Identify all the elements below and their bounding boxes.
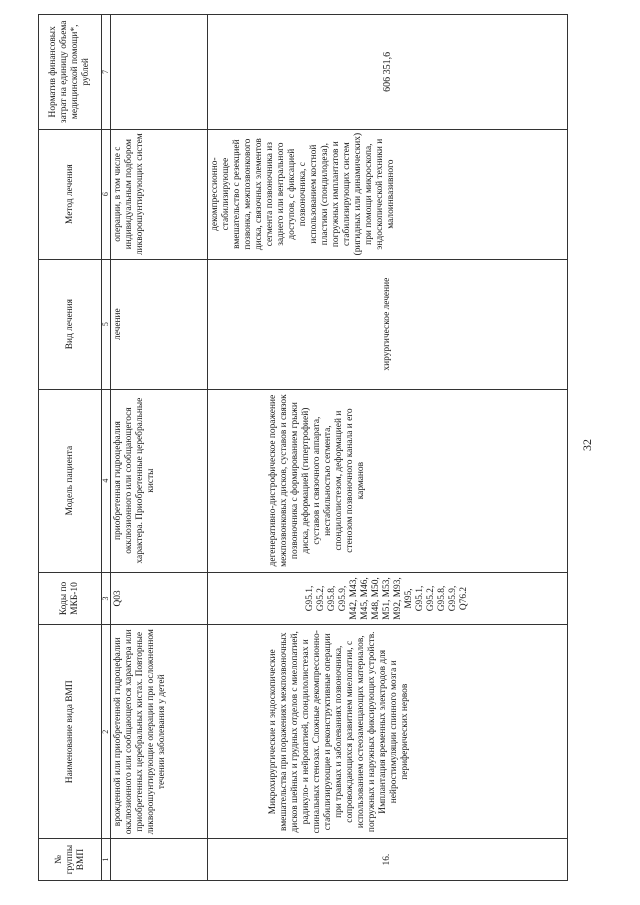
cell-cost-norm <box>111 15 208 130</box>
page-number: 32 <box>580 439 594 451</box>
column-number: 1 <box>102 839 111 881</box>
cell-icd-codes: Q03 <box>111 572 208 625</box>
column-number-row <box>102 15 111 881</box>
header-cost-norm: Норматив финансовых затрат на единицу объема медицинской помощи*, рублей <box>39 15 102 130</box>
column-number: 6 <box>102 129 111 259</box>
cell-treatment-type: лечение <box>111 259 208 389</box>
column-number: 4 <box>102 389 111 572</box>
cell-treatment-method: операции, в том числе с индивидуальным подбором ликворошунтирующих систем <box>111 129 208 259</box>
header-row <box>39 15 102 881</box>
header-treatment-method: Метод лечения <box>39 129 102 259</box>
cell-patient-model: дегенеративно-дистрофическое поражение межпозвонковых дисков, суставов и связок позвоночника с формированием грыжи диска, деформацией (гипертрофией) суставов и связочного аппарата, нестабильностью сегмента, спондилолистезом, деформацией и стенозом позвоночного канала и его карманов <box>208 389 568 572</box>
cell-cost-norm: 606 351,6 <box>208 15 568 130</box>
table-row-continuation <box>111 15 208 881</box>
cell-treatment-type: хирургическое лечение <box>208 259 568 389</box>
column-number: 3 <box>102 572 111 625</box>
column-number: 5 <box>102 259 111 389</box>
column-number: 2 <box>102 625 111 839</box>
cell-patient-model: приобретенная гидроцефалия окклюзионного или сообщающегося характера. Приобретенные церебральные кисты <box>111 389 208 572</box>
cell-vmp-name: Микрохирургические и эндоскопические вмешательства при поражениях межпозвоночных дисков шейных и грудных отделов с миелопатией, радикуло- и нейропатией, спондилолистезах и спинальных стенозах. Сложные декомпрессионно-стабилизирующие и реконструктивные операции при травмах и заболеваниях позвоночника, сопровождающихся развитием миелопатии, с использованием остеозамещающих материалов, погружных и наружных фиксирующих устройств. Имплантация временных электродов для нейростимуляции спинного мозга и периферических нервов <box>208 625 568 839</box>
vmp-table <box>38 14 568 881</box>
header-group-number: № группы ВМП <box>39 839 102 881</box>
cell-vmp-name: врожденной или приобретенной гидроцефалии окклюзионного или сообщающегося характера или приобретенных церебральных кистах. Повторные ликворошунтирующие операции при осложненном течении заболевания у детей <box>111 625 208 839</box>
cell-treatment-method: декомпрессионно-стабилизирующее вмешательство с резекцией позвонка, межпозвонкового диска, связочных элементов сегмента позвоночника из заднего или вентрального доступов, с фиксацией позвоночника, с использованием костной пластики (спондилодеза), погружных имплантатов и стабилизирующих систем (ригидных или динамических) при помощи микроскопа, эндоскопической техники и малоинвазивного <box>208 129 568 259</box>
header-treatment-type: Вид лечения <box>39 259 102 389</box>
header-icd-codes: Коды по МКБ-10 <box>39 572 102 625</box>
cell-group <box>111 839 208 881</box>
cell-icd-codes: G95.1, G95.2, G95.8, G95.9, M42, M43, M45, M46, M48, M50, M51, M53, M92, M93, M95, G95.1, G95.2, G95.8, G95.9, Q76.2 <box>208 572 568 625</box>
header-vmp-name: Наименование вида ВМП <box>39 625 102 839</box>
header-patient-model: Модель пациента <box>39 389 102 572</box>
table-row-16 <box>208 15 568 881</box>
cell-group: 16. <box>208 839 568 881</box>
column-number: 7 <box>102 15 111 130</box>
